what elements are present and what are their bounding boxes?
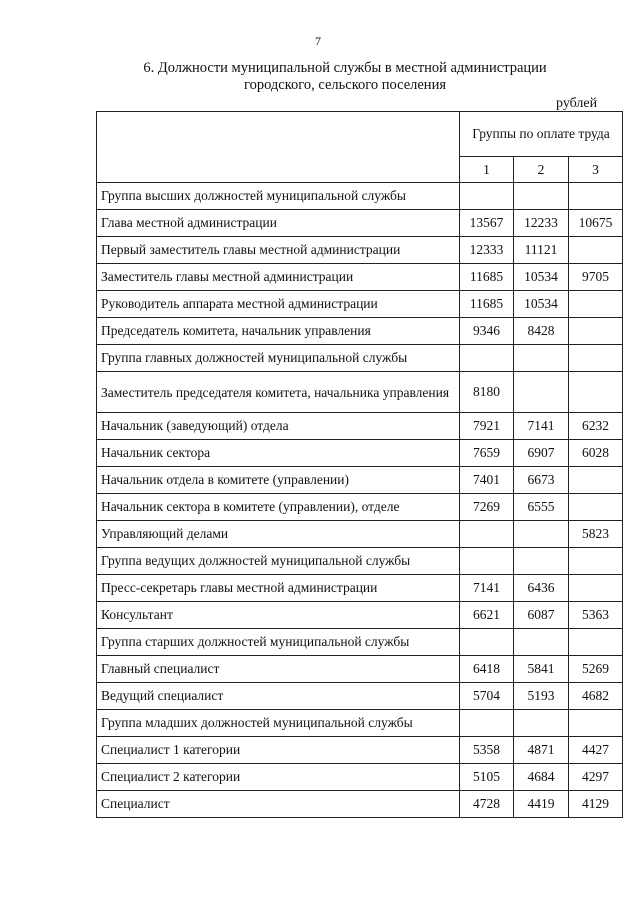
group-2-value-cell: 10534	[514, 264, 569, 291]
group-3-value-cell: 10675	[569, 210, 623, 237]
table-row	[97, 494, 623, 521]
group-2-value-cell: 6555	[514, 494, 569, 521]
group-1-value-cell: 9346	[460, 318, 514, 345]
group-1-value-cell: 5704	[460, 683, 514, 710]
group-3-value-cell	[569, 345, 623, 372]
position-name-cell: Управляющий делами	[97, 521, 460, 548]
group-3-value-cell	[569, 467, 623, 494]
group-3-value-cell	[569, 372, 623, 413]
group-3-value-cell: 6028	[569, 440, 623, 467]
header-group-3: 3	[569, 157, 623, 183]
group-2-value-cell	[514, 372, 569, 413]
table-row	[97, 413, 623, 440]
group-2-value-cell	[514, 548, 569, 575]
table-row	[97, 291, 623, 318]
table-row	[97, 183, 623, 210]
position-name-cell: Начальник сектора	[97, 440, 460, 467]
position-name-cell: Группа старших должностей муниципальной службы	[97, 629, 460, 656]
group-1-value-cell	[460, 345, 514, 372]
position-name-cell: Председатель комитета, начальник управления	[97, 318, 460, 345]
document-title	[110, 60, 580, 94]
group-1-value-cell: 7269	[460, 494, 514, 521]
header-group-2: 2	[514, 157, 569, 183]
table-row	[97, 210, 623, 237]
group-3-value-cell: 4297	[569, 764, 623, 791]
group-2-value-cell: 10534	[514, 291, 569, 318]
title-line-1: 6. Должности муниципальной службы в местной администрации	[143, 60, 547, 76]
group-3-value-cell	[569, 629, 623, 656]
position-name-cell: Начальник (заведующий) отдела	[97, 413, 460, 440]
position-name-cell: Ведущий специалист	[97, 683, 460, 710]
group-1-value-cell: 13567	[460, 210, 514, 237]
group-3-value-cell	[569, 237, 623, 264]
group-1-value-cell: 7921	[460, 413, 514, 440]
group-1-value-cell: 11685	[460, 291, 514, 318]
table-row	[97, 345, 623, 372]
group-2-value-cell	[514, 629, 569, 656]
group-2-value-cell: 4419	[514, 791, 569, 818]
group-1-value-cell: 12333	[460, 237, 514, 264]
group-1-value-cell: 4728	[460, 791, 514, 818]
units-label: рублей	[556, 96, 598, 111]
group-1-value-cell	[460, 521, 514, 548]
position-name-cell: Специалист 1 категории	[97, 737, 460, 764]
position-name-cell: Специалист	[97, 791, 460, 818]
group-1-value-cell: 11685	[460, 264, 514, 291]
table-row	[97, 467, 623, 494]
position-name-cell: Группа главных должностей муниципальной службы	[97, 345, 460, 372]
group-2-value-cell: 11121	[514, 237, 569, 264]
table-row	[97, 683, 623, 710]
table-row	[97, 656, 623, 683]
header-groups-label: Группы по оплате труда	[460, 112, 623, 157]
group-1-value-cell: 6621	[460, 602, 514, 629]
table-body	[97, 183, 623, 818]
table-row	[97, 710, 623, 737]
table-row	[97, 318, 623, 345]
group-3-value-cell	[569, 183, 623, 210]
header-position-cell	[97, 112, 460, 183]
table-row	[97, 264, 623, 291]
group-2-value-cell: 12233	[514, 210, 569, 237]
group-1-value-cell: 7401	[460, 467, 514, 494]
page-number: 7	[315, 34, 321, 48]
table-row	[97, 629, 623, 656]
group-2-value-cell	[514, 345, 569, 372]
group-3-value-cell	[569, 548, 623, 575]
position-name-cell: Руководитель аппарата местной администрации	[97, 291, 460, 318]
group-1-value-cell: 6418	[460, 656, 514, 683]
table-row	[97, 575, 623, 602]
group-2-value-cell: 4871	[514, 737, 569, 764]
position-name-cell: Заместитель председателя комитета, начальника управления	[97, 372, 460, 413]
position-name-cell: Первый заместитель главы местной администрации	[97, 237, 460, 264]
table-row	[97, 440, 623, 467]
group-1-value-cell	[460, 183, 514, 210]
group-3-value-cell	[569, 710, 623, 737]
group-3-value-cell: 4129	[569, 791, 623, 818]
position-name-cell: Начальник сектора в комитете (управлении), отделе	[97, 494, 460, 521]
group-1-value-cell: 7659	[460, 440, 514, 467]
group-3-value-cell: 5269	[569, 656, 623, 683]
group-3-value-cell	[569, 494, 623, 521]
table-row	[97, 237, 623, 264]
salary-table	[96, 111, 623, 818]
position-name-cell: Группа высших должностей муниципальной службы	[97, 183, 460, 210]
group-2-value-cell: 6436	[514, 575, 569, 602]
table-row	[97, 764, 623, 791]
title-line-2: городского, сельского поселения	[243, 77, 446, 93]
header-row	[97, 112, 623, 157]
position-name-cell: Группа ведущих должностей муниципальной службы	[97, 548, 460, 575]
group-1-value-cell	[460, 548, 514, 575]
table-row	[97, 791, 623, 818]
group-3-value-cell: 9705	[569, 264, 623, 291]
table-row	[97, 521, 623, 548]
group-2-value-cell: 8428	[514, 318, 569, 345]
position-name-cell: Заместитель главы местной администрации	[97, 264, 460, 291]
group-2-value-cell	[514, 521, 569, 548]
table-row	[97, 737, 623, 764]
table-row	[97, 372, 623, 413]
position-name-cell: Группа младших должностей муниципальной службы	[97, 710, 460, 737]
group-3-value-cell: 4682	[569, 683, 623, 710]
group-2-value-cell: 6907	[514, 440, 569, 467]
group-2-value-cell: 7141	[514, 413, 569, 440]
group-3-value-cell	[569, 575, 623, 602]
group-2-value-cell	[514, 183, 569, 210]
group-1-value-cell: 5358	[460, 737, 514, 764]
group-3-value-cell	[569, 291, 623, 318]
table-row	[97, 602, 623, 629]
group-3-value-cell	[569, 318, 623, 345]
group-3-value-cell: 5823	[569, 521, 623, 548]
group-1-value-cell: 7141	[460, 575, 514, 602]
position-name-cell: Глава местной администрации	[97, 210, 460, 237]
group-2-value-cell: 6673	[514, 467, 569, 494]
group-1-value-cell	[460, 629, 514, 656]
group-2-value-cell: 6087	[514, 602, 569, 629]
header-group-1: 1	[460, 157, 514, 183]
group-2-value-cell	[514, 710, 569, 737]
group-1-value-cell	[460, 710, 514, 737]
group-1-value-cell: 5105	[460, 764, 514, 791]
position-name-cell: Специалист 2 категории	[97, 764, 460, 791]
table-row	[97, 548, 623, 575]
group-3-value-cell: 4427	[569, 737, 623, 764]
group-2-value-cell: 5841	[514, 656, 569, 683]
position-name-cell: Пресс-секретарь главы местной администрации	[97, 575, 460, 602]
group-3-value-cell: 5363	[569, 602, 623, 629]
position-name-cell: Главный специалист	[97, 656, 460, 683]
group-2-value-cell: 5193	[514, 683, 569, 710]
position-name-cell: Начальник отдела в комитете (управлении)	[97, 467, 460, 494]
position-name-cell: Консультант	[97, 602, 460, 629]
group-3-value-cell: 6232	[569, 413, 623, 440]
group-2-value-cell: 4684	[514, 764, 569, 791]
group-1-value-cell: 8180	[460, 372, 514, 413]
